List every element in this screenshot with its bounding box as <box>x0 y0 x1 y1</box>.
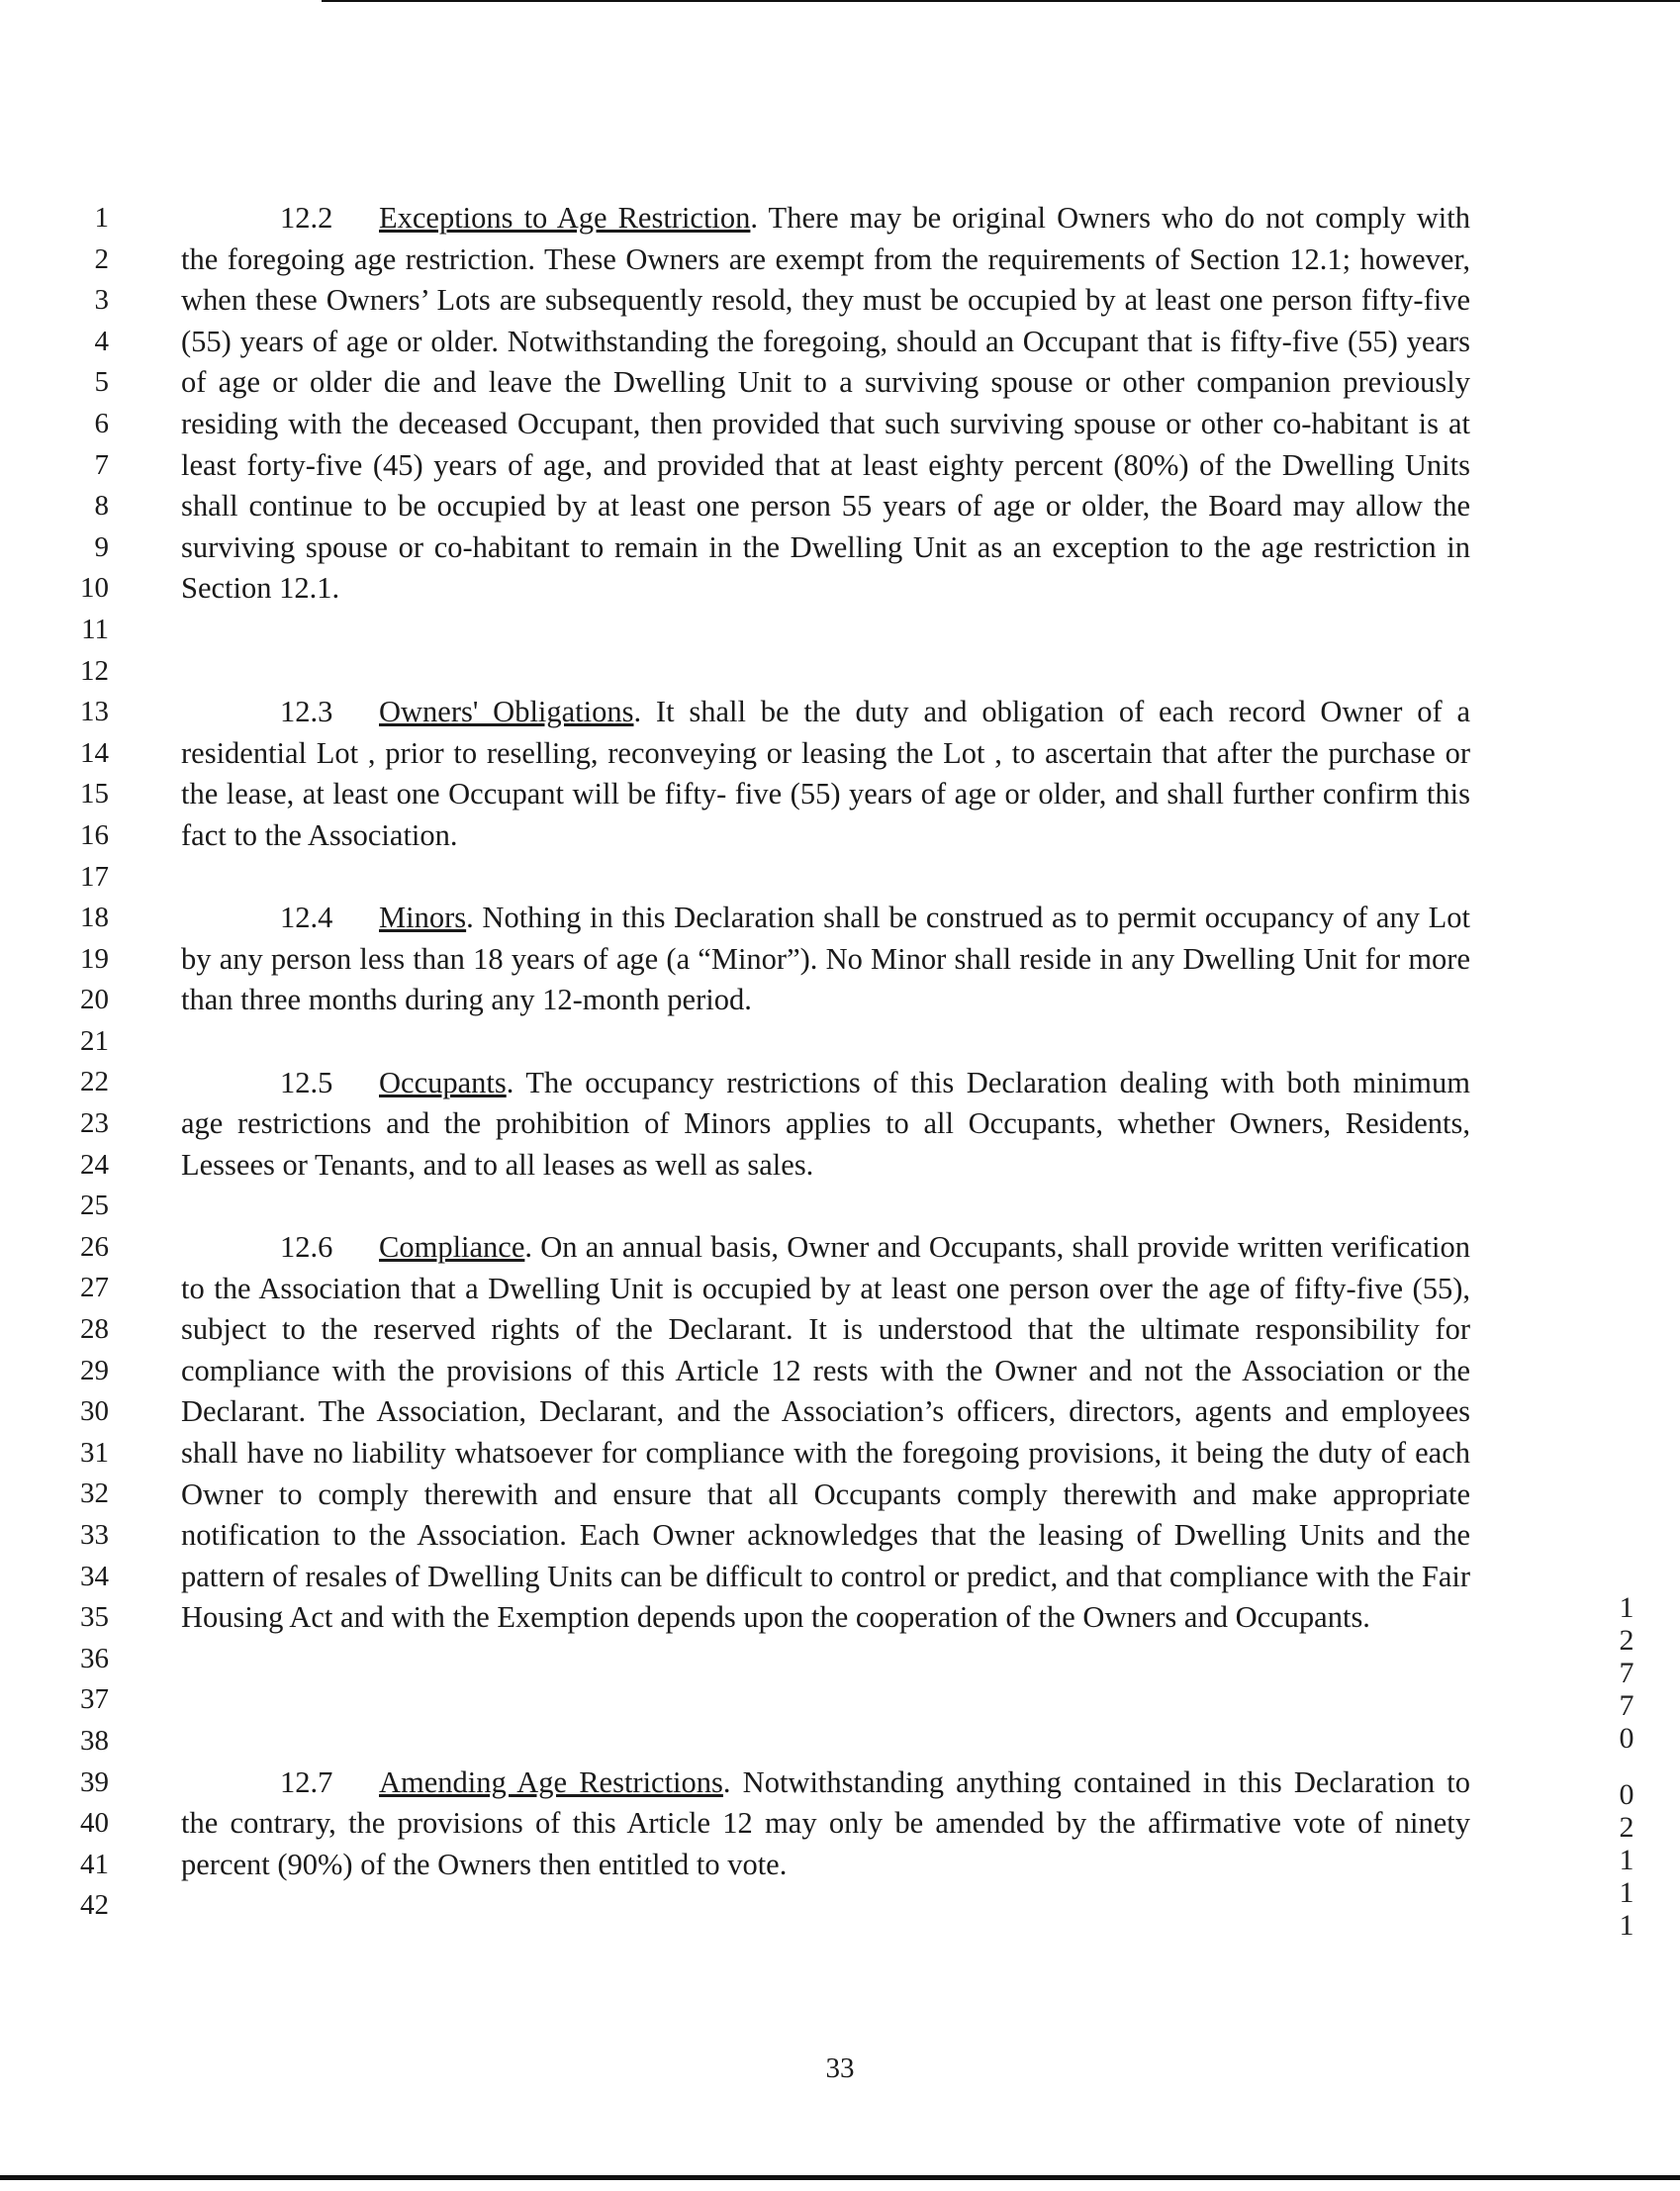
line-number: 19 <box>80 942 109 975</box>
line-number: 18 <box>80 902 109 934</box>
line-number: 30 <box>80 1395 109 1428</box>
line-number: 26 <box>80 1230 109 1263</box>
line-number: 13 <box>80 696 109 728</box>
line-number: 17 <box>80 860 109 893</box>
side-stamp <box>1607 1591 1646 1942</box>
line-number: 6 <box>94 407 109 439</box>
line-number: 37 <box>80 1683 109 1716</box>
top-border <box>322 0 1680 2</box>
section-number: 12.5 <box>280 1065 333 1099</box>
line-number: 15 <box>80 778 109 810</box>
line-number: 29 <box>80 1354 109 1386</box>
line-number: 22 <box>80 1066 109 1098</box>
line-number: 38 <box>80 1724 109 1757</box>
line-number: 9 <box>94 530 109 563</box>
section-number: 12.6 <box>280 1229 333 1264</box>
section-12-5 <box>181 1063 1470 1187</box>
line-number: 33 <box>80 1519 109 1551</box>
section-text: . It shall be the duty and obligation of each record Owner of a residential Lot , prior to reselling, reconveying or leasing the Lot , to ascertain that after the purchase or the lease, at least one Occupant will be fifty- five (55) years of age or older, and shall further confirm this fact to the Association. <box>181 695 1470 852</box>
line-number: 2 <box>94 242 109 275</box>
document-body <box>181 198 1470 1886</box>
line-number: 36 <box>80 1642 109 1674</box>
stamp-digit: 1 <box>1619 1844 1634 1876</box>
line-number: 40 <box>80 1807 109 1840</box>
line-number: 42 <box>80 1889 109 1922</box>
section-12-6 <box>181 1227 1470 1721</box>
stamp-digit: 2 <box>1619 1811 1634 1844</box>
section-text: . On an annual basis, Owner and Occupants, shall provide written verification to the Association that a Dwelling Unit is occupied by at least one person over the age of fifty-five (55), subject to the reserved rights of the Declarant. It is understood that the ultimate responsibility for compliance with the provisions of this Article 12 rests with the Owner and not the Association or the Declarant. The Association, Declarant, and the Association’s officers, directors, agents and employees shall have no liability whatsoever for compliance with the foregoing provisions, it being the duty of each Owner to comply therewith and ensure that all Occupants comply therewith and make appropriate notification to the Association. Each Owner acknowledges that the leasing of Dwelling Units and the pattern of resales of Dwelling Units can be difficult to control or predict, and that compliance with the Fair Housing Act and with the Exemption depends upon the cooperation of the Owners and Occupants. <box>181 1229 1470 1635</box>
line-number: 24 <box>80 1148 109 1181</box>
line-number: 5 <box>94 366 109 399</box>
section-number: 12.2 <box>280 201 333 235</box>
line-number: 23 <box>80 1107 109 1140</box>
line-number: 35 <box>80 1601 109 1634</box>
stamp-digit: 0 <box>1619 1722 1634 1755</box>
stamp-digit: 1 <box>1619 1591 1634 1624</box>
line-number: 10 <box>80 572 109 605</box>
line-number: 11 <box>81 613 109 645</box>
section-number: 12.7 <box>280 1764 333 1799</box>
line-number: 34 <box>80 1560 109 1592</box>
line-number: 27 <box>80 1272 109 1304</box>
line-number: 16 <box>80 818 109 851</box>
section-text: . Nothing in this Declaration shall be construed as to permit occupancy of any Lot by any person less than 18 years of age (a “Minor”). No Minor shall reside in any Dwelling Unit for more than three months during any 12-month period. <box>181 901 1470 1017</box>
stamp-digit: 7 <box>1619 1689 1634 1722</box>
bottom-border <box>0 2175 1680 2180</box>
line-number: 4 <box>94 325 109 357</box>
section-title: Minors <box>379 901 467 935</box>
line-number: 28 <box>80 1313 109 1346</box>
stamp-digit: 2 <box>1619 1624 1634 1657</box>
stamp-digit: 1 <box>1619 1876 1634 1909</box>
line-number: 41 <box>80 1848 109 1880</box>
section-title: Owners' Obligations <box>379 695 634 729</box>
section-12-2 <box>181 198 1470 651</box>
page-number: 33 <box>825 2052 855 2084</box>
line-number: 32 <box>80 1477 109 1510</box>
line-number: 1 <box>94 202 109 234</box>
line-numbers <box>40 198 109 1927</box>
section-number: 12.4 <box>280 901 333 935</box>
line-number: 7 <box>94 448 109 481</box>
line-number: 39 <box>80 1765 109 1798</box>
section-text: . There may be original Owners who do not comply with the foregoing age restriction. These Owners are exempt from the requirements of Section 12.1; however, when these Owners’ Lots are subsequently resold, they must be occupied by at least one person fifty-five (55) years of age or older. Notwithstanding the foregoing, should an Occupant that is fifty-five (55) years of age or older die and leave the Dwelling Unit to a surviving spouse or other companion previously residing with the deceased Occupant, then provided that such surviving spouse or other co-habitant is at least forty-five (45) years of age, and provided that at least eighty percent (80%) of the Dwelling Units shall continue to be occupied by at least one person 55 years of age or older, the Board may allow the surviving spouse or co-habitant to remain in the Dwelling Unit as an exception to the age restriction in Section 12.1. <box>181 201 1470 606</box>
section-text: . The occupancy restrictions of this Declaration dealing with both minimum age restrictions and the prohibition of Minors applies to all Occupants, whether Owners, Residents, Lessees or Tenants, and to all leases as well as sales. <box>181 1065 1470 1182</box>
section-12-4 <box>181 898 1470 1021</box>
section-title: Occupants <box>379 1065 507 1099</box>
line-number: 31 <box>80 1436 109 1469</box>
section-number: 12.3 <box>280 695 333 729</box>
line-number: 20 <box>80 984 109 1016</box>
section-12-7 <box>181 1762 1470 1886</box>
stamp-digit: 0 <box>1619 1778 1634 1811</box>
line-number: 8 <box>94 490 109 523</box>
section-text: . Notwithstanding anything contained in this Declaration to the contrary, the provisions of this Article 12 may only be amended by the affirmative vote of ninety percent (90%) of the Owners then entitled to vote. <box>181 1764 1470 1881</box>
section-title: Amending Age Restrictions <box>379 1764 723 1799</box>
line-number: 25 <box>80 1190 109 1222</box>
section-12-3 <box>181 692 1470 856</box>
section-title: Compliance <box>379 1229 525 1264</box>
line-number: 21 <box>80 1024 109 1057</box>
line-number: 14 <box>80 736 109 769</box>
section-title: Exceptions to Age Restriction <box>379 201 751 235</box>
stamp-digit: 7 <box>1619 1657 1634 1689</box>
line-number: 12 <box>80 654 109 687</box>
line-number: 3 <box>94 284 109 317</box>
stamp-digit: 1 <box>1619 1909 1634 1942</box>
